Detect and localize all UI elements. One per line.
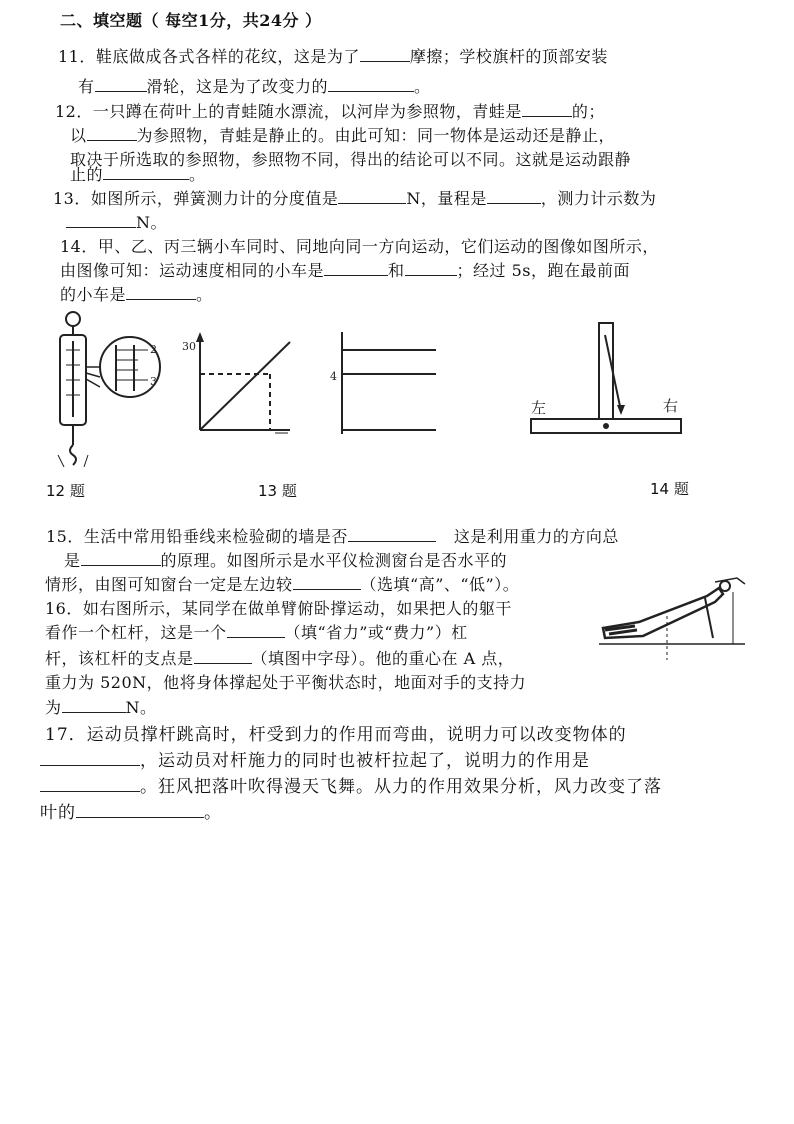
q16-text-c: （填“省力”或“费力”）杠 (284, 623, 468, 642)
question-11-line-1 (58, 46, 608, 68)
q12-text-b: 的； (571, 102, 605, 121)
graph2-tick-label: 4 (330, 370, 337, 383)
q13-text-c: ，测力计示数为 (540, 189, 657, 208)
question-15-line-2 (64, 550, 507, 572)
q13-blank-2[interactable] (487, 189, 541, 204)
question-17-line-1 (45, 724, 627, 746)
question-16-line-5 (45, 697, 157, 719)
question-17-line-4 (40, 802, 222, 824)
pushup-figure (595, 572, 765, 662)
graph-speed-time (328, 330, 438, 440)
q11-text-e: 。 (414, 77, 431, 96)
q11-text-a: 11．鞋底做成各式各样的花纹，这是为了 (58, 47, 360, 66)
q14-blank-3[interactable] (126, 285, 196, 300)
q15-text-b: 这是利用重力的方向总 (453, 527, 619, 546)
question-11-line-2 (78, 76, 431, 98)
label-left: 左 (531, 399, 547, 417)
q16-text-e: （填图中字母）。他的重心在 A 点， (251, 649, 515, 668)
q14-text-b: 由图像可知：运动速度相同的小车是 (60, 261, 325, 280)
question-16-line-2 (45, 622, 468, 644)
q13-text-a: 13．如图所示，弹簧测力计的分度值是 (53, 189, 339, 208)
q13-text-d: N。 (136, 213, 168, 232)
q15-text-f: （选填“高”、“低”）。 (360, 575, 520, 594)
question-12-line-1 (55, 101, 605, 123)
q15-text-a: 15．生活中常用铅垂线来检验砌的墙是否 (46, 527, 348, 546)
q12-text-d: 为参照物，青蛙是静止的。由此可知：同一物体是运动还是静止， (136, 126, 616, 145)
question-14-line-3 (60, 284, 213, 306)
question-16-line-4 (45, 672, 526, 694)
q16-text-f: 重力为 520N，他将身体撑起处于平衡状态时，地面对手的支持力 (45, 673, 527, 692)
q15-blank-2[interactable] (81, 551, 161, 566)
q17-blank-1[interactable] (40, 751, 140, 766)
question-17-line-2 (40, 750, 590, 772)
q14-text-d: ；经过 5s，跑在最前面 (456, 261, 631, 280)
q16-text-b: 看作一个杠杆，这是一个 (45, 623, 227, 642)
level-figure (525, 315, 695, 440)
caption-12: 12 题 (46, 482, 85, 500)
scale-hook-ring (66, 312, 80, 326)
section-title: 二、填空题（ 每空1分，共24分 ） (60, 11, 322, 30)
q15-text-e: 情形，由图可知窗台一定是左边较 (45, 575, 293, 594)
q16-text-a: 16．如右图所示，某同学在做单臂俯卧撑运动，如果把人的躯干 (45, 599, 512, 618)
q17-text-c: 。狂风把落叶吹得漫天飞舞。从力的作用效果分析，风力改变了落 (140, 777, 662, 797)
q13-blank-1[interactable] (338, 189, 406, 204)
q12-blank-2[interactable] (87, 126, 137, 141)
q14-blank-2[interactable] (405, 261, 457, 276)
q17-text-b: ，运动员对杆施力的同时也被杆拉起了，说明力的作用是 (140, 751, 590, 771)
question-14-line-2 (60, 260, 630, 282)
body-outline (603, 588, 723, 638)
scale-label-3: 3 (150, 375, 157, 388)
q16-text-h: N。 (125, 698, 157, 717)
question-13-line-1 (53, 188, 656, 210)
q11-text-b: 摩擦；学校旗杆的顶部安装 (409, 47, 608, 66)
q12-text-c: 以 (70, 126, 87, 145)
question-15-line-1 (46, 526, 619, 548)
q17-blank-3[interactable] (76, 803, 204, 818)
q12-blank-3[interactable] (103, 165, 189, 180)
q13-blank-3[interactable] (66, 213, 136, 228)
q15-text-d: 的原理。如图所示是水平仪检测窗台是否水平的 (160, 551, 508, 570)
q17-blank-2[interactable] (40, 777, 140, 792)
q17-text-a: 17．运动员撑杆跳高时，杆受到力的作用而弯曲，说明力可以改变物体的 (45, 725, 627, 745)
graph1-line (200, 342, 290, 430)
q15-blank-1[interactable] (348, 527, 436, 542)
question-13-line-2 (66, 212, 167, 234)
q11-blank-2[interactable] (95, 77, 147, 92)
q16-blank-3[interactable] (62, 698, 126, 713)
q14-text-a: 14．甲、乙、丙三辆小车同时、同地向同一方向运动，它们运动的图像如图所示， (60, 237, 659, 256)
q12-text-g: 。 (189, 165, 206, 184)
graph1-tick-label: 30 (182, 340, 196, 353)
question-17-line-3 (40, 776, 662, 798)
q15-text-c: 是 (64, 551, 81, 570)
q16-blank-1[interactable] (227, 623, 285, 638)
q11-text-c: 有 (78, 77, 95, 96)
q12-text-e: 取决于所选取的参照物，参照物不同，得出的结论可以不同。这就是运动跟静 (70, 150, 632, 169)
q15-blank-3[interactable] (293, 575, 361, 590)
question-15-line-3 (45, 574, 519, 596)
question-16-line-3 (45, 648, 514, 670)
question-16-line-1 (45, 598, 512, 620)
question-12-line-4 (70, 164, 206, 186)
q14-blank-1[interactable] (324, 261, 388, 276)
question-12-line-2 (70, 125, 615, 147)
q16-blank-2[interactable] (194, 649, 252, 664)
caption-13: 13 题 (258, 482, 297, 500)
q12-blank-1[interactable] (522, 102, 572, 117)
question-14-line-1 (60, 236, 659, 258)
q13-text-b: N，量程是 (406, 189, 487, 208)
caption-14: 14 题 (650, 480, 689, 498)
scale-label-2: 2 (150, 343, 157, 356)
q16-text-d: 杆，该杠杆的支点是 (45, 649, 194, 668)
q14-text-e: 的小车是 (60, 285, 127, 304)
q12-text-f: 止的 (70, 165, 104, 184)
q11-blank-1[interactable] (360, 47, 410, 62)
q16-text-g: 为 (45, 698, 62, 717)
q17-text-d: 叶的 (40, 803, 76, 823)
q12-text-a: 12．一只蹲在荷叶上的青蛙随水漂流，以河岸为参照物，青蛙是 (55, 102, 522, 121)
q17-text-e: 。 (204, 803, 222, 823)
q11-blank-3[interactable] (328, 77, 414, 92)
q14-text-f: 。 (196, 285, 213, 304)
graph-distance-time (182, 330, 292, 440)
q11-text-d: 滑轮，这是为了改变力的 (146, 77, 329, 96)
q14-text-c: 和 (388, 261, 405, 280)
label-right: 右 (663, 397, 679, 415)
spring-scale-figure (38, 305, 168, 475)
